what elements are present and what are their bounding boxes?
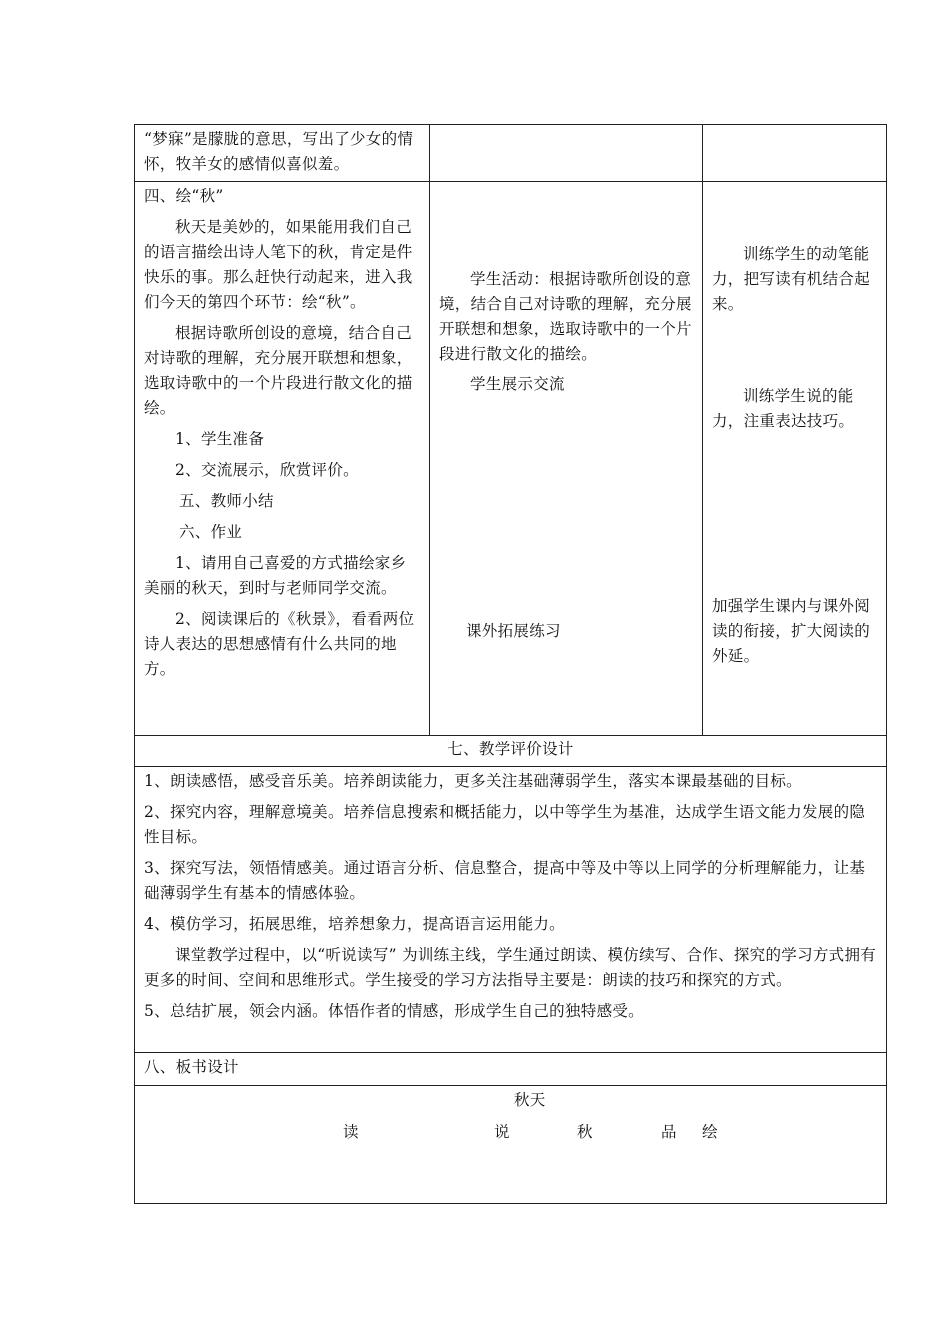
evaluation-item-1: 1、朗读感悟，感受音乐美。培养朗读能力，更多关注基础薄弱学生，落实本课最基础的目标。 — [144, 772, 802, 790]
row-divider-3 — [134, 766, 887, 767]
intro-paragraph: 秋天是美妙的，如果能用我们自己的语言描绘出诗人笔下的秋，肯定是件快乐的事。那么赶快行动起来，进入我们今天的第四个环节：绘“秋”。 — [144, 218, 413, 311]
design-intent-1: 训练学生的动笔能力，把写读有机结合起来。 — [712, 245, 871, 313]
evaluation-process-paragraph: 课堂教学过程中，以“听说读写” 为训练主线，学生通过朗读、模仿续写、合作、探究的学习方式拥有更多的时间、空间和思维形式。学生接受的学习方法指导主要是：朗读的技巧和探究的方式。 — [144, 946, 877, 989]
row2-left-cell — [144, 184, 420, 682]
evaluation-item-5: 5、总结扩展，领会内涵。体悟作者的情感，形成学生自己的独特感受。 — [144, 1002, 644, 1020]
row1-left-text: “梦寐”是朦胧的意思，写出了少女的情怀，牧羊女的感情似喜似羞。 — [144, 130, 414, 173]
design-intent-3: 加强学生课内与课外阅读的衔接，扩大阅读的外延。 — [712, 597, 871, 665]
evaluation-item-3: 3、探究写法，领悟情感美。通过语言分析、信息整合，提高中等及中等以上同学的分析理解能力，让基础薄弱学生有基本的情感体验。 — [144, 859, 866, 902]
evaluation-title: 七、教学评价设计 — [447, 740, 574, 758]
step-exchange-display: 2、交流展示，欣赏评价。 — [175, 461, 359, 479]
row-divider-5 — [134, 1085, 887, 1086]
board-word-draw: 绘 — [702, 1123, 718, 1141]
design-intent-2: 训练学生说的能力，注重表达技巧。 — [712, 387, 855, 430]
board-heading: 秋天 — [514, 1091, 546, 1109]
homework-item-1: 1、请用自己喜爱的方式描绘家乡美丽的秋天，到时与老师同学交流。 — [144, 554, 407, 597]
extension-practice-text: 课外拓展练习 — [466, 622, 561, 640]
board-word-read: 读 — [343, 1123, 359, 1141]
section-teacher-summary: 五、教师小结 — [179, 492, 274, 510]
section-homework: 六、作业 — [179, 523, 243, 541]
evaluation-item-2: 2、探究内容，理解意境美。培养信息搜索和概括能力，以中等学生为基准，达成学生语文能力发展的隐性目标。 — [144, 803, 866, 846]
board-word-autumn: 秋 — [577, 1123, 593, 1141]
row-divider-4 — [134, 1052, 887, 1053]
column-divider-2 — [702, 124, 703, 736]
row-divider-1 — [134, 181, 887, 182]
row1-left-cell — [144, 127, 420, 177]
column-divider-1 — [429, 124, 430, 736]
board-word-appreciate: 品 — [661, 1123, 677, 1141]
student-exchange-text: 学生展示交流 — [470, 375, 565, 393]
board-design-title: 八、板书设计 — [144, 1058, 239, 1076]
evaluation-list — [144, 769, 880, 1024]
task-paragraph: 根据诗歌所创设的意境，结合自己对诗歌的理解，充分展开联想和想象，选取诗歌中的一个片段进行散文化的描绘。 — [144, 324, 413, 417]
student-activity-text: 学生活动：根据诗歌所创设的意境，结合自己对诗歌的理解，充分展开联想和想象，选取诗歌中的一个片段进行散文化的描绘。 — [439, 270, 692, 363]
board-word-speak: 说 — [494, 1123, 510, 1141]
homework-item-2: 2、阅读课后的《秋景》，看看两位诗人表达的思想感情有什么共同的地方。 — [144, 610, 415, 678]
evaluation-item-4: 4、模仿学习，拓展思维，培养想象力，提高语言运用能力。 — [144, 915, 565, 933]
step-student-prepare: 1、学生准备 — [175, 430, 265, 448]
row-divider-2 — [134, 735, 887, 736]
section-heading-draw-autumn: 四、绘“秋” — [144, 187, 224, 205]
